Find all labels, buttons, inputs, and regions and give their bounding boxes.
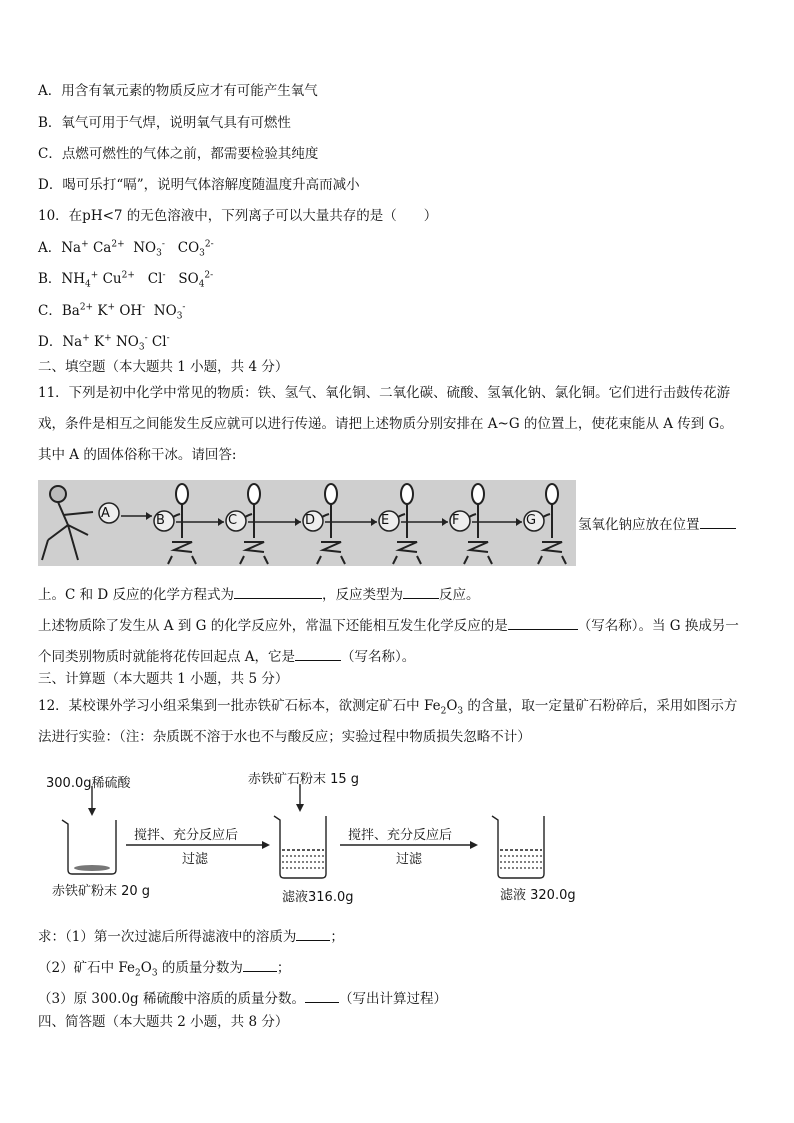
q10-stem: 10．在pH<7 的无色溶液中，下列离子可以大量共存的是（ ）: [38, 208, 438, 224]
ore-15g-label: 赤铁矿石粉末 15 g: [248, 772, 360, 787]
pass-the-flower-figure: [38, 480, 576, 566]
pass-arrowhead-3: [371, 518, 377, 526]
section-2-heading: 二、填空题（本大题共 1 小题，共 4 分）: [38, 359, 289, 375]
pass-arrowhead-5: [516, 518, 522, 526]
q11-line-3: 其中 A 的固体俗称干冰。请回答:: [38, 447, 237, 463]
q11-line-2: 戏，条件是相互之间能发生反应就可以进行传递。请把上述物质分别安排在 A~G 的位置上，使花束能从 A 传到 G。: [38, 416, 733, 432]
ball-label-f: F: [452, 513, 460, 528]
q12-ask-3: （3）原 300.0g 稀硫酸中溶质的质量分数。 （写出计算过程）: [38, 988, 447, 1008]
ball-label-a: A: [101, 506, 110, 521]
step2-label-b: 过滤: [396, 852, 423, 867]
q10-option-d: D．Na+ K+ $NO_3^-$ Cl-: [38, 333, 170, 353]
experiment-figure: [38, 762, 598, 912]
q11-line-4: 上。C 和 D 反应的化学方程式为 ，反应类型为 反应。: [38, 584, 480, 604]
q10-option-a: A．Na+ $Ca^{2+}$ $NO_3^-$ $CO_3^{2-}$: [38, 239, 214, 259]
step2-label-a: 搅拌、充分反应后: [348, 828, 453, 843]
ball-label-c: C: [228, 513, 238, 528]
ore-20g-label: 赤铁矿粉末 20 g: [52, 884, 151, 899]
step1-label-b: 过滤: [182, 852, 209, 867]
q11-line-5: 上述物质除了发生从 A 到 G 的化学反应外，常温下还能相互发生化学反应的是 （写名称）。当 G 换成另一: [38, 615, 739, 635]
q11-line-6: 个同类别物质时就能将花传回起点 A，它是 （写名称）。: [38, 646, 415, 666]
q11-line-1: 11．下列是初中化学中常见的物质：铁、氢气、氧化铜、二氧化碳、硫酸、氢氧化钠、氯化铜。它们进行击鼓传花游: [38, 385, 731, 401]
section-4-heading: 四、简答题（本大题共 2 小题，共 8 分）: [38, 1014, 289, 1030]
q12-ask-2: （2）矿石中 $Fe_2O_3$ 的质量分数为 ；: [38, 957, 290, 977]
q11-side-text: 氢氧化钠应放在位置: [578, 514, 736, 534]
q12-line-2: 法进行实验：（注：杂质既不溶于水也不与酸反应；实验过程中物质损失忽略不计）: [38, 729, 531, 745]
step1-label-a: 搅拌、充分反应后: [134, 828, 239, 843]
q9-option-a: A．用含有氧元素的物质反应才有可能产生氧气: [38, 83, 318, 99]
pass-arrowhead-4: [442, 518, 448, 526]
q9-option-b: B．氧气可用于气焊，说明氧气具有可燃性: [38, 115, 291, 131]
q9-option-c: C．点燃可燃性的气体之前，都需要检验其纯度: [38, 146, 319, 162]
pass-arrowhead-2: [295, 518, 301, 526]
ball-label-g: G: [526, 513, 537, 528]
q9-option-d: D．喝可乐打“嗝”，说明气体溶解度随温度升高而减小: [38, 177, 360, 193]
q12-line-1: 12．某校课外学习小组采集到一批赤铁矿石标本，欲测定矿石中 $Fe_2O_3$ 的含量，取一定量矿石粉碎后，采用如图示方: [38, 698, 738, 717]
section-3-heading: 三、计算题（本大题共 1 小题，共 5 分）: [38, 671, 289, 687]
ball-label-b: B: [156, 513, 165, 528]
ball-label-d: D: [305, 513, 316, 528]
pass-arrowhead-0: [146, 512, 152, 520]
pass-arrowhead-1: [218, 518, 224, 526]
filtrate-1-label: 滤液316.0g: [282, 890, 354, 905]
ball-label-e: E: [381, 513, 390, 528]
filtrate-2-label: 滤液 320.0g: [500, 888, 576, 903]
q10-option-b: B．$NH_4^+$ $Cu^{2+}$ Cl- $SO_4^{2-}$: [38, 270, 214, 290]
q12-ask-1: 求：（1）第一次过滤后所得滤液中的溶质为 ；: [38, 926, 344, 946]
acid-label: 300.0g稀硫酸: [46, 776, 131, 791]
q10-option-c: C．$Ba^{2+}$ K+ OH- $NO_3^-$: [38, 302, 186, 322]
